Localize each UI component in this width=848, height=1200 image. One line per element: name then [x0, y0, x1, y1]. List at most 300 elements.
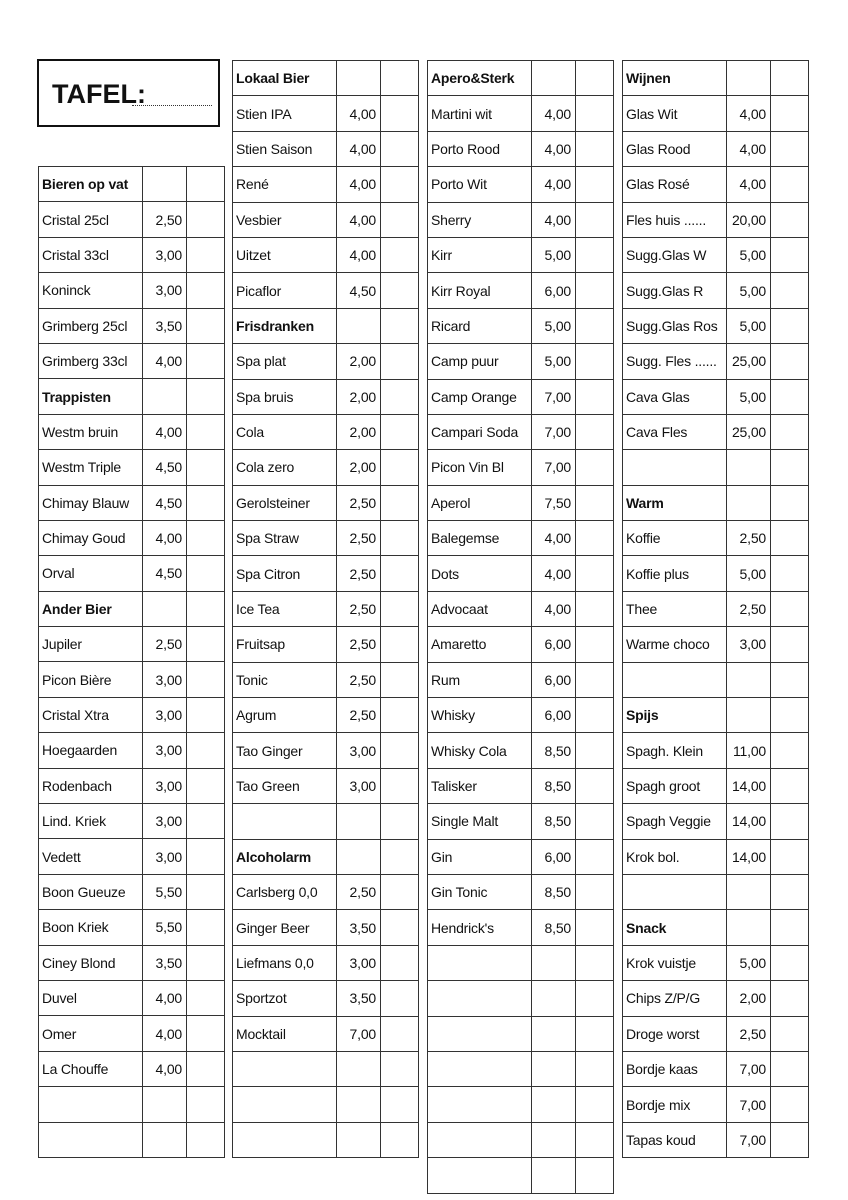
menu-item-row — [623, 981, 809, 1016]
item-name: Omer — [39, 1016, 143, 1051]
item-name: Westm Triple — [39, 450, 143, 485]
menu-item-row — [39, 627, 225, 662]
menu-item-row — [428, 556, 614, 591]
quantity-cell[interactable] — [771, 344, 809, 379]
item-price — [143, 167, 187, 202]
quantity-cell[interactable] — [381, 308, 419, 343]
item-name — [233, 1122, 337, 1157]
quantity-cell[interactable] — [576, 910, 614, 945]
item-name: Camp puur — [428, 344, 532, 379]
item-price: 4,00 — [143, 343, 187, 378]
quantity-cell[interactable] — [576, 308, 614, 343]
menu-item-row — [623, 167, 809, 202]
item-name — [623, 450, 727, 485]
menu-item-row — [233, 379, 419, 414]
quantity-cell[interactable] — [771, 804, 809, 839]
item-price: 8,50 — [532, 768, 576, 803]
empty-row — [623, 662, 809, 697]
section-header-row — [623, 698, 809, 733]
item-price: 3,00 — [143, 733, 187, 768]
quantity-cell[interactable] — [187, 485, 225, 520]
item-price — [532, 1087, 576, 1122]
item-name: Koninck — [39, 273, 143, 308]
quantity-cell[interactable] — [576, 202, 614, 237]
quantity-cell[interactable] — [771, 96, 809, 131]
menu-item-row — [233, 485, 419, 520]
quantity-cell[interactable] — [187, 1087, 225, 1122]
item-name: Agrum — [233, 698, 337, 733]
column-3 — [427, 60, 614, 1194]
quantity-cell[interactable] — [576, 450, 614, 485]
item-price: 3,50 — [143, 945, 187, 980]
item-price: 7,00 — [337, 1016, 381, 1051]
quantity-cell[interactable] — [187, 591, 225, 626]
section-header-row — [39, 591, 225, 626]
item-name — [428, 945, 532, 980]
quantity-cell[interactable] — [576, 237, 614, 272]
menu-item-row — [233, 237, 419, 272]
menu-item-row — [39, 733, 225, 768]
quantity-cell[interactable] — [381, 627, 419, 662]
item-price: 2,50 — [337, 874, 381, 909]
quantity-cell[interactable] — [187, 1051, 225, 1086]
item-name: Sugg.Glas Ros — [623, 308, 727, 343]
quantity-cell[interactable] — [187, 202, 225, 237]
quantity-cell[interactable] — [381, 556, 419, 591]
menu-item-row — [623, 414, 809, 449]
item-name: Droge worst — [623, 1016, 727, 1051]
menu-item-row — [428, 874, 614, 909]
quantity-cell[interactable] — [576, 627, 614, 662]
quantity-cell[interactable] — [381, 910, 419, 945]
quantity-cell[interactable] — [576, 733, 614, 768]
menu-item-row — [39, 1051, 225, 1086]
item-price — [532, 945, 576, 980]
quantity-cell[interactable] — [576, 379, 614, 414]
quantity-cell[interactable] — [771, 273, 809, 308]
item-price — [532, 61, 576, 96]
menu-item-row — [233, 1016, 419, 1051]
item-price — [337, 61, 381, 96]
quantity-cell[interactable] — [187, 980, 225, 1015]
item-price — [143, 1087, 187, 1122]
quantity-cell[interactable] — [381, 61, 419, 96]
quantity-cell[interactable] — [771, 698, 809, 733]
quantity-cell[interactable] — [187, 556, 225, 591]
menu-item-row — [39, 202, 225, 237]
quantity-cell[interactable] — [576, 521, 614, 556]
item-price — [337, 839, 381, 874]
item-name: Gin Tonic — [428, 874, 532, 909]
quantity-cell[interactable] — [187, 308, 225, 343]
menu-item-row — [428, 910, 614, 945]
item-name: Sportzot — [233, 981, 337, 1016]
quantity-cell[interactable] — [576, 698, 614, 733]
item-name: Spagh Veggie — [623, 804, 727, 839]
menu-item-row — [39, 697, 225, 732]
item-price — [532, 981, 576, 1016]
quantity-cell[interactable] — [381, 698, 419, 733]
column-2 — [232, 60, 419, 1158]
section-header-row — [623, 61, 809, 96]
item-price: 3,00 — [143, 273, 187, 308]
section-header-row — [623, 910, 809, 945]
item-name: Advocaat — [428, 591, 532, 626]
quantity-cell[interactable] — [771, 874, 809, 909]
menu-item-row — [428, 521, 614, 556]
item-price: 8,50 — [532, 804, 576, 839]
menu-table — [622, 60, 809, 1158]
menu-item-row — [233, 698, 419, 733]
item-price: 4,50 — [143, 485, 187, 520]
quantity-cell[interactable] — [771, 379, 809, 414]
item-name: Sugg.Glas R — [623, 273, 727, 308]
quantity-cell[interactable] — [187, 733, 225, 768]
quantity-cell[interactable] — [187, 273, 225, 308]
quantity-cell[interactable] — [381, 733, 419, 768]
quantity-cell[interactable] — [576, 414, 614, 449]
quantity-cell[interactable] — [381, 96, 419, 131]
menu-item-row — [39, 308, 225, 343]
item-price: 4,00 — [337, 237, 381, 272]
item-price: 3,00 — [143, 662, 187, 697]
item-price: 4,00 — [143, 980, 187, 1015]
item-name: Grimberg 25cl — [39, 308, 143, 343]
menu-item-row — [39, 556, 225, 591]
item-name: Porto Wit — [428, 167, 532, 202]
menu-item-row — [623, 1051, 809, 1086]
quantity-cell[interactable] — [771, 945, 809, 980]
quantity-cell[interactable] — [771, 237, 809, 272]
section-title: Frisdranken — [233, 308, 337, 343]
quantity-cell[interactable] — [771, 1087, 809, 1122]
quantity-cell[interactable] — [187, 343, 225, 378]
quantity-cell[interactable] — [771, 1016, 809, 1051]
item-name: Grimberg 33cl — [39, 343, 143, 378]
item-name: Duvel — [39, 980, 143, 1015]
quantity-cell[interactable] — [187, 379, 225, 414]
item-price — [532, 1051, 576, 1086]
item-price: 6,00 — [532, 662, 576, 697]
item-price: 3,50 — [337, 910, 381, 945]
menu-item-row — [428, 308, 614, 343]
menu-item-row — [39, 414, 225, 449]
quantity-cell[interactable] — [187, 839, 225, 874]
menu-item-row — [39, 662, 225, 697]
item-name — [39, 1087, 143, 1122]
quantity-cell[interactable] — [187, 874, 225, 909]
item-name: Spa plat — [233, 344, 337, 379]
item-price: 2,00 — [337, 414, 381, 449]
quantity-cell[interactable] — [771, 556, 809, 591]
tafel-box — [37, 59, 220, 127]
item-price: 2,50 — [337, 627, 381, 662]
quantity-cell[interactable] — [381, 379, 419, 414]
quantity-cell[interactable] — [576, 591, 614, 626]
quantity-cell[interactable] — [381, 131, 419, 166]
section-header-row — [623, 485, 809, 520]
menu-item-row — [39, 839, 225, 874]
quantity-cell[interactable] — [187, 167, 225, 202]
menu-item-row — [233, 167, 419, 202]
menu-item-row — [623, 556, 809, 591]
item-name: Vedett — [39, 839, 143, 874]
item-price: 3,00 — [337, 768, 381, 803]
quantity-cell[interactable] — [771, 733, 809, 768]
quantity-cell[interactable] — [187, 1016, 225, 1051]
menu-item-row — [233, 556, 419, 591]
quantity-cell[interactable] — [187, 768, 225, 803]
menu-table — [427, 60, 614, 1194]
quantity-cell[interactable] — [187, 804, 225, 839]
quantity-cell[interactable] — [771, 1122, 809, 1157]
item-name: Martini wit — [428, 96, 532, 131]
menu-item-row — [623, 308, 809, 343]
quantity-cell[interactable] — [576, 1087, 614, 1122]
section-title: Spijs — [623, 698, 727, 733]
quantity-cell[interactable] — [381, 874, 419, 909]
menu-item-row — [233, 96, 419, 131]
menu-item-row — [233, 627, 419, 662]
quantity-cell[interactable] — [771, 308, 809, 343]
quantity-cell[interactable] — [576, 874, 614, 909]
menu-item-row — [428, 839, 614, 874]
menu-item-row — [233, 450, 419, 485]
item-price: 2,50 — [337, 698, 381, 733]
item-price: 8,50 — [532, 733, 576, 768]
item-name — [428, 1122, 532, 1157]
quantity-cell[interactable] — [381, 344, 419, 379]
quantity-cell[interactable] — [576, 61, 614, 96]
item-name: René — [233, 167, 337, 202]
quantity-cell[interactable] — [771, 131, 809, 166]
item-price: 2,00 — [727, 981, 771, 1016]
quantity-cell[interactable] — [381, 485, 419, 520]
quantity-cell[interactable] — [381, 1051, 419, 1086]
item-price: 5,00 — [727, 379, 771, 414]
menu-item-row — [233, 344, 419, 379]
item-price: 14,00 — [727, 839, 771, 874]
quantity-cell[interactable] — [187, 627, 225, 662]
quantity-cell[interactable] — [381, 414, 419, 449]
item-price: 4,00 — [143, 1051, 187, 1086]
item-price — [337, 1087, 381, 1122]
item-name: Cava Fles — [623, 414, 727, 449]
menu-item-row — [623, 804, 809, 839]
menu-item-row — [623, 591, 809, 626]
item-price: 2,50 — [143, 627, 187, 662]
menu-item-row — [623, 273, 809, 308]
menu-item-row — [428, 96, 614, 131]
section-title: Snack — [623, 910, 727, 945]
item-name: Hendrick's — [428, 910, 532, 945]
menu-item-row — [39, 768, 225, 803]
item-name: Carlsberg 0,0 — [233, 874, 337, 909]
item-name: Picaflor — [233, 273, 337, 308]
item-name: Whisky Cola — [428, 733, 532, 768]
quantity-cell[interactable] — [576, 167, 614, 202]
quantity-cell[interactable] — [771, 167, 809, 202]
quantity-cell[interactable] — [576, 981, 614, 1016]
menu-item-row — [428, 237, 614, 272]
quantity-cell[interactable] — [771, 768, 809, 803]
quantity-cell[interactable] — [381, 945, 419, 980]
item-name: Ciney Blond — [39, 945, 143, 980]
quantity-cell[interactable] — [771, 1051, 809, 1086]
empty-row — [39, 1087, 225, 1122]
quantity-cell[interactable] — [771, 202, 809, 237]
item-name: Liefmans 0,0 — [233, 945, 337, 980]
item-price: 25,00 — [727, 344, 771, 379]
quantity-cell[interactable] — [576, 344, 614, 379]
item-price — [727, 450, 771, 485]
tafel-number-line[interactable] — [132, 97, 212, 106]
quantity-cell[interactable] — [381, 1016, 419, 1051]
quantity-cell[interactable] — [187, 237, 225, 272]
quantity-cell[interactable] — [576, 131, 614, 166]
quantity-cell[interactable] — [576, 839, 614, 874]
menu-item-row — [428, 698, 614, 733]
quantity-cell[interactable] — [771, 839, 809, 874]
quantity-cell[interactable] — [771, 981, 809, 1016]
menu-item-row — [428, 733, 614, 768]
item-name: Fruitsap — [233, 627, 337, 662]
menu-item-row — [428, 131, 614, 166]
quantity-cell[interactable] — [381, 839, 419, 874]
quantity-cell[interactable] — [576, 1051, 614, 1086]
section-title: Alcoholarm — [233, 839, 337, 874]
quantity-cell[interactable] — [187, 1122, 225, 1157]
quantity-cell[interactable] — [576, 1122, 614, 1157]
quantity-cell[interactable] — [187, 414, 225, 449]
item-name: Krok bol. — [623, 839, 727, 874]
item-price: 5,00 — [727, 945, 771, 980]
item-name: Rodenbach — [39, 768, 143, 803]
quantity-cell[interactable] — [771, 450, 809, 485]
item-name — [39, 1122, 143, 1157]
menu-item-row — [428, 273, 614, 308]
item-price: 4,00 — [532, 202, 576, 237]
quantity-cell[interactable] — [381, 591, 419, 626]
quantity-cell[interactable] — [381, 981, 419, 1016]
item-price: 2,50 — [727, 1016, 771, 1051]
item-name — [623, 874, 727, 909]
quantity-cell[interactable] — [381, 521, 419, 556]
quantity-cell[interactable] — [187, 520, 225, 555]
quantity-cell[interactable] — [771, 910, 809, 945]
menu-item-row — [428, 768, 614, 803]
quantity-cell[interactable] — [576, 1016, 614, 1051]
item-name: Cava Glas — [623, 379, 727, 414]
item-name: Mocktail — [233, 1016, 337, 1051]
item-price — [337, 308, 381, 343]
empty-row — [428, 1051, 614, 1086]
item-name — [233, 1051, 337, 1086]
menu-item-row — [233, 131, 419, 166]
quantity-cell[interactable] — [381, 202, 419, 237]
item-price — [337, 1051, 381, 1086]
empty-row — [428, 1087, 614, 1122]
quantity-cell[interactable] — [381, 662, 419, 697]
item-price: 5,50 — [143, 910, 187, 945]
item-name: Tapas koud — [623, 1122, 727, 1157]
menu-item-row — [39, 520, 225, 555]
item-price: 4,00 — [143, 1016, 187, 1051]
section-title: Wijnen — [623, 61, 727, 96]
quantity-cell[interactable] — [771, 627, 809, 662]
quantity-cell[interactable] — [576, 96, 614, 131]
section-title: Lokaal Bier — [233, 61, 337, 96]
quantity-cell[interactable] — [771, 591, 809, 626]
quantity-cell[interactable] — [381, 167, 419, 202]
quantity-cell[interactable] — [187, 697, 225, 732]
item-price: 7,00 — [532, 450, 576, 485]
item-name: La Chouffe — [39, 1051, 143, 1086]
quantity-cell[interactable] — [381, 450, 419, 485]
empty-row — [428, 945, 614, 980]
menu-item-row — [233, 981, 419, 1016]
item-price: 5,00 — [532, 308, 576, 343]
item-name — [428, 1051, 532, 1086]
quantity-cell[interactable] — [576, 485, 614, 520]
menu-item-row — [623, 1122, 809, 1157]
item-name: Fles huis ...... — [623, 202, 727, 237]
menu-item-row — [233, 733, 419, 768]
quantity-cell[interactable] — [381, 804, 419, 839]
quantity-cell[interactable] — [381, 237, 419, 272]
quantity-cell[interactable] — [771, 521, 809, 556]
quantity-cell[interactable] — [187, 450, 225, 485]
menu-item-row — [39, 237, 225, 272]
empty-row — [233, 1087, 419, 1122]
quantity-cell[interactable] — [381, 273, 419, 308]
quantity-cell[interactable] — [576, 804, 614, 839]
quantity-cell[interactable] — [771, 414, 809, 449]
quantity-cell[interactable] — [187, 945, 225, 980]
item-price: 4,00 — [532, 556, 576, 591]
item-name: Warme choco — [623, 627, 727, 662]
quantity-cell[interactable] — [576, 662, 614, 697]
menu-item-row — [39, 273, 225, 308]
quantity-cell[interactable] — [576, 768, 614, 803]
item-price: 7,00 — [727, 1051, 771, 1086]
item-name: Hoegaarden — [39, 733, 143, 768]
item-price — [532, 1122, 576, 1157]
item-name: Chimay Blauw — [39, 485, 143, 520]
quantity-cell[interactable] — [771, 485, 809, 520]
quantity-cell[interactable] — [381, 768, 419, 803]
item-name: Spagh groot — [623, 768, 727, 803]
item-price — [143, 1122, 187, 1157]
section-header-row — [39, 167, 225, 202]
quantity-cell[interactable] — [187, 910, 225, 945]
quantity-cell[interactable] — [381, 1087, 419, 1122]
quantity-cell[interactable] — [576, 273, 614, 308]
item-price: 5,00 — [727, 237, 771, 272]
quantity-cell[interactable] — [771, 61, 809, 96]
quantity-cell[interactable] — [576, 945, 614, 980]
menu-item-row — [39, 804, 225, 839]
item-name: Bordje kaas — [623, 1051, 727, 1086]
column-4 — [622, 60, 809, 1158]
quantity-cell[interactable] — [576, 556, 614, 591]
item-price: 6,00 — [532, 839, 576, 874]
quantity-cell[interactable] — [576, 1158, 614, 1193]
quantity-cell[interactable] — [187, 662, 225, 697]
item-price: 5,00 — [532, 237, 576, 272]
quantity-cell[interactable] — [771, 662, 809, 697]
quantity-cell[interactable] — [381, 1122, 419, 1157]
